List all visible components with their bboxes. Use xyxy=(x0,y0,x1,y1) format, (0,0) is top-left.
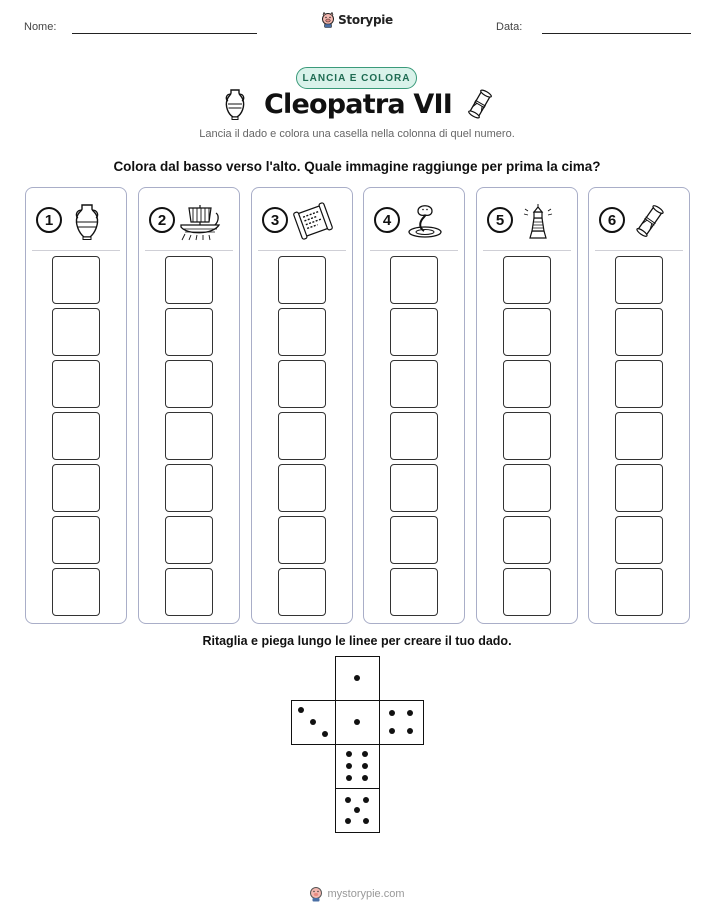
subtitle: Lancia il dado e colora una casella nella colonna di quel numero. xyxy=(199,128,515,140)
color-box[interactable] xyxy=(503,464,551,512)
color-box[interactable] xyxy=(278,360,326,408)
column-number: 5 xyxy=(487,207,513,233)
color-box[interactable] xyxy=(503,412,551,460)
brand-name: Storypie xyxy=(338,13,393,27)
color-box[interactable] xyxy=(615,464,663,512)
scroll-icon xyxy=(468,88,492,120)
amphora-icon xyxy=(66,201,108,241)
die-pip xyxy=(345,818,351,824)
color-box[interactable] xyxy=(52,516,100,564)
color-box[interactable] xyxy=(52,256,100,304)
color-box[interactable] xyxy=(390,412,438,460)
color-box[interactable] xyxy=(165,256,213,304)
color-box[interactable] xyxy=(615,308,663,356)
column-header xyxy=(589,188,689,250)
scroll-icon xyxy=(629,201,671,241)
die-pip xyxy=(389,710,395,716)
die-pip xyxy=(362,775,368,781)
color-box[interactable] xyxy=(165,412,213,460)
column-divider xyxy=(370,250,458,251)
die-pip xyxy=(407,710,413,716)
color-box[interactable] xyxy=(278,464,326,512)
die-face-1 xyxy=(335,700,380,745)
cobra-icon xyxy=(404,201,446,241)
die-face-6 xyxy=(335,744,380,789)
die-pip xyxy=(322,731,328,737)
color-box[interactable] xyxy=(165,516,213,564)
brand-logo xyxy=(0,12,714,28)
column-4 xyxy=(363,187,465,624)
pig-mascot-icon xyxy=(309,886,323,902)
color-box[interactable] xyxy=(503,256,551,304)
ship-icon xyxy=(179,201,221,241)
color-box[interactable] xyxy=(278,412,326,460)
instruction-text: Colora dal basso verso l'alto. Quale immagine raggiunge per prima la cima? xyxy=(113,159,601,174)
die-face-1 xyxy=(335,656,380,701)
color-box[interactable] xyxy=(165,360,213,408)
color-box[interactable] xyxy=(52,308,100,356)
title-row xyxy=(0,88,714,120)
color-box[interactable] xyxy=(615,412,663,460)
die-pip xyxy=(345,797,351,803)
die-pip xyxy=(363,797,369,803)
lighthouse-icon xyxy=(517,201,559,241)
color-box[interactable] xyxy=(278,568,326,616)
die-pip xyxy=(389,728,395,734)
color-box[interactable] xyxy=(390,568,438,616)
column-divider xyxy=(595,250,683,251)
page-title: Cleopatra VII xyxy=(264,88,452,120)
color-box[interactable] xyxy=(278,308,326,356)
footer xyxy=(0,886,714,902)
name-line[interactable] xyxy=(72,33,257,34)
color-box[interactable] xyxy=(165,464,213,512)
die-pip xyxy=(354,675,360,681)
die-face-3 xyxy=(291,700,336,745)
color-box[interactable] xyxy=(165,308,213,356)
color-box[interactable] xyxy=(503,308,551,356)
color-box[interactable] xyxy=(503,568,551,616)
column-divider xyxy=(483,250,571,251)
color-box[interactable] xyxy=(615,568,663,616)
column-6 xyxy=(588,187,690,624)
column-number: 6 xyxy=(599,207,625,233)
footer-url[interactable]: mystorypie.com xyxy=(327,888,405,900)
die-pip xyxy=(354,807,360,813)
column-2 xyxy=(138,187,240,624)
color-box[interactable] xyxy=(278,256,326,304)
column-header xyxy=(252,188,352,250)
color-box[interactable] xyxy=(503,516,551,564)
activity-badge: LANCIA E COLORA xyxy=(296,67,417,89)
column-5 xyxy=(476,187,578,624)
column-divider xyxy=(145,250,233,251)
color-box[interactable] xyxy=(52,464,100,512)
color-box[interactable] xyxy=(615,516,663,564)
name-label: Nome: xyxy=(24,21,57,33)
column-number: 4 xyxy=(374,207,400,233)
die-pip xyxy=(362,751,368,757)
die-pip xyxy=(346,775,352,781)
color-box[interactable] xyxy=(52,360,100,408)
color-box[interactable] xyxy=(165,568,213,616)
column-divider xyxy=(32,250,120,251)
column-header xyxy=(477,188,577,250)
column-number: 3 xyxy=(262,207,288,233)
papyrus-icon xyxy=(292,201,334,241)
die-face-5 xyxy=(335,788,380,833)
color-box[interactable] xyxy=(390,256,438,304)
die-pip xyxy=(310,719,316,725)
die-pip xyxy=(362,763,368,769)
column-header xyxy=(26,188,126,250)
date-line[interactable] xyxy=(542,33,691,34)
color-box[interactable] xyxy=(52,412,100,460)
color-box[interactable] xyxy=(390,464,438,512)
die-pip xyxy=(363,818,369,824)
column-header xyxy=(364,188,464,250)
die-pip xyxy=(354,719,360,725)
die-pip xyxy=(407,728,413,734)
color-box[interactable] xyxy=(615,360,663,408)
color-box[interactable] xyxy=(503,360,551,408)
die-face-4 xyxy=(379,700,424,745)
color-box[interactable] xyxy=(390,308,438,356)
color-box[interactable] xyxy=(615,256,663,304)
color-box[interactable] xyxy=(52,568,100,616)
color-box[interactable] xyxy=(278,516,326,564)
pig-mascot-icon xyxy=(321,12,335,28)
column-header xyxy=(139,188,239,250)
die-pip xyxy=(346,763,352,769)
column-divider xyxy=(258,250,346,251)
date-label: Data: xyxy=(496,21,523,33)
die-pip xyxy=(346,751,352,757)
cut-instruction: Ritaglia e piega lungo le linee per creare il tuo dado. xyxy=(202,634,512,648)
die-pip xyxy=(298,707,304,713)
color-box[interactable] xyxy=(390,360,438,408)
column-number: 2 xyxy=(149,207,175,233)
amphora-icon xyxy=(222,88,248,120)
column-3 xyxy=(251,187,353,624)
color-box[interactable] xyxy=(390,516,438,564)
column-1 xyxy=(25,187,127,624)
column-number: 1 xyxy=(36,207,62,233)
